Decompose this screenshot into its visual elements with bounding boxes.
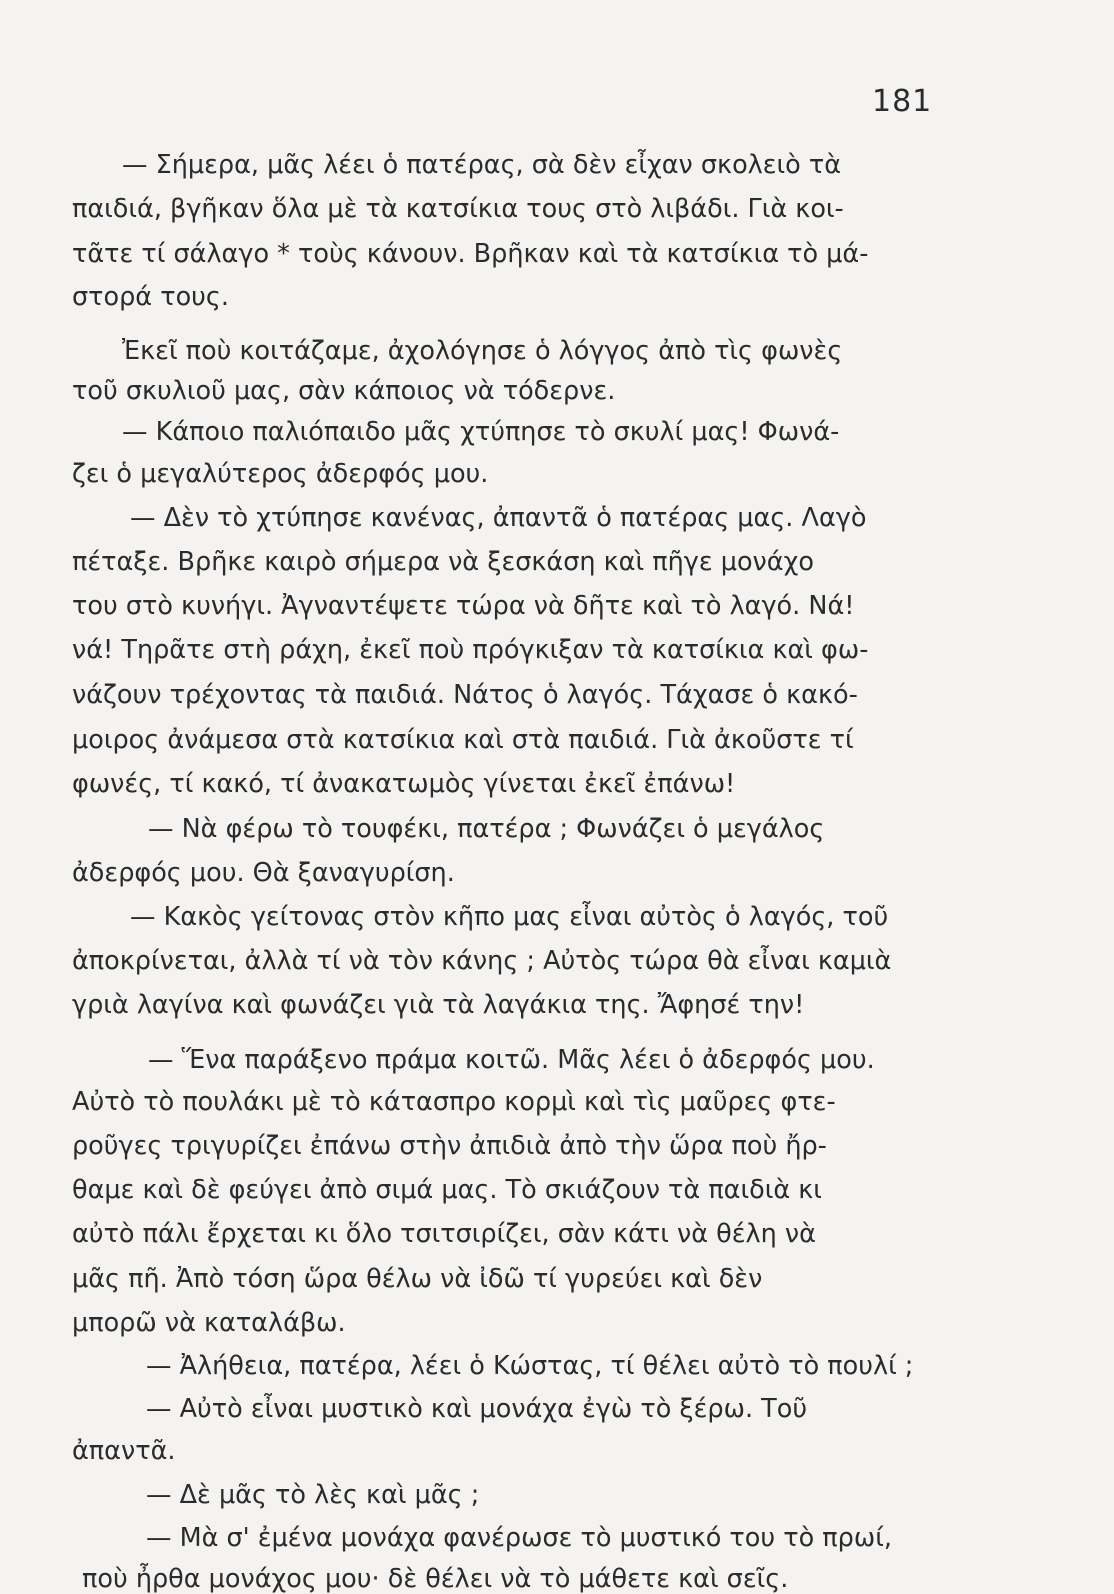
- text-line: ζει ὁ μεγαλύτερος ἀδερφός μου.: [72, 459, 489, 489]
- text-line: του στὸ κυνήγι. Ἀγναντέψετε τώρα νὰ δῆτε καὶ τὸ λαγό. Νά!: [72, 591, 855, 621]
- text-line: θαμε καὶ δὲ φεύγει ἀπὸ σιμά μας. Τὸ σκιάζουν τὰ παιδιὰ κι: [72, 1175, 822, 1205]
- text-line: τᾶτε τί σάλαγο * τοὺς κάνουν. Βρῆκαν καὶ τὰ κατσίκια τὸ μά-: [72, 239, 869, 269]
- text-line: — Ἀλήθεια, πατέρα, λέει ὁ Κώστας, τί θέλει αὐτὸ τὸ πουλί ;: [146, 1351, 914, 1381]
- text-line: — Ἕνα παράξενο πράμα κοιτῶ. Μᾶς λέει ὁ ἀδερφός μου.: [148, 1045, 875, 1075]
- text-line: μπορῶ νὰ καταλάβω.: [72, 1308, 346, 1338]
- text-line: Αὐτὸ τὸ πουλάκι μὲ τὸ κάτασπρο κορμὶ καὶ τὶς μαῦρες φτε-: [72, 1087, 836, 1117]
- text-line: ποὺ ἦρθα μονάχος μου· δὲ θέλει νὰ τὸ μάθετε καὶ σεῖς.: [82, 1564, 789, 1594]
- text-line: μοιρος ἀνάμεσα στὰ κατσίκια καὶ στὰ παιδιά. Γιὰ ἀκοῦστε τί: [72, 725, 854, 755]
- text-line: φωνές, τί κακό, τί ἀνακατωμὸς γίνεται ἐκεῖ ἐπάνω!: [72, 769, 736, 799]
- text-line: γριὰ λαγίνα καὶ φωνάζει γιὰ τὰ λαγάκια της. Ἄφησέ την!: [72, 990, 805, 1020]
- text-line: ἀπαντᾶ.: [72, 1436, 176, 1466]
- text-line: — Κακὸς γείτονας στὸν κῆπο μας εἶναι αὐτὸς ὁ λαγός, τοῦ: [130, 902, 889, 932]
- text-line: στορά τους.: [72, 282, 229, 312]
- text-line: Ἐκεῖ ποὺ κοιτάζαμε, ἀχολόγησε ὁ λόγγος ἀπὸ τὶς φωνὲς: [122, 336, 843, 366]
- text-line: αὐτὸ πάλι ἔρχεται κι ὅλο τσιτσιρίζει, σὰν κάτι νὰ θέλη νὰ: [72, 1219, 816, 1249]
- text-line: παιδιά, βγῆκαν ὅλα μὲ τὰ κατσίκια τους στὸ λιβάδι. Γιὰ κοι-: [72, 194, 844, 224]
- text-line: πέταξε. Βρῆκε καιρὸ σήμερα νὰ ξεσκάση καὶ πῆγε μονάχο: [72, 547, 814, 577]
- text-line: — Μὰ σ' ἐμένα μονάχα φανέρωσε τὸ μυστικό του τὸ πρωί,: [146, 1523, 892, 1553]
- text-line: — Δὲν τὸ χτύπησε κανένας, ἀπαντᾶ ὁ πατέρας μας. Λαγὸ: [130, 503, 867, 533]
- text-line: ἀποκρίνεται, ἀλλὰ τί νὰ τὸν κάνης ; Αὐτὸς τώρα θὰ εἶναι καμιὰ: [72, 946, 892, 976]
- text-line: νάζουν τρέχοντας τὰ παιδιά. Νάτος ὁ λαγός. Τάχασε ὁ κακό-: [72, 680, 858, 710]
- text-line: — Αὐτὸ εἶναι μυστικὸ καὶ μονάχα ἐγὼ τὸ ξέρω. Τοῦ: [146, 1394, 808, 1424]
- text-line: — Δὲ μᾶς τὸ λὲς καὶ μᾶς ;: [146, 1480, 480, 1510]
- text-line: τοῦ σκυλιοῦ μας, σὰν κάποιος νὰ τόδερνε.: [72, 376, 616, 406]
- text-line: — Κάποιο παλιόπαιδο μᾶς χτύπησε τὸ σκυλί μας! Φωνά-: [122, 417, 840, 447]
- text-line: νά! Τηρᾶτε στὴ ράχη, ἐκεῖ ποὺ πρόγκιξαν τὰ κατσίκια καὶ φω-: [72, 635, 869, 665]
- text-line: ἀδερφός μου. Θὰ ξαναγυρίση.: [72, 858, 455, 888]
- text-line: ροῦγες τριγυρίζει ἐπάνω στὴν ἀπιδιὰ ἀπὸ τὴν ὥρα ποὺ ἤρ-: [72, 1131, 827, 1161]
- text-line: — Νὰ φέρω τὸ τουφέκι, πατέρα ; Φωνάζει ὁ μεγάλος: [148, 814, 825, 844]
- text-line: — Σήμερα, μᾶς λέει ὁ πατέρας, σὰ δὲν εἶχαν σκολειὸ τὰ: [122, 150, 842, 180]
- page-number: 181: [872, 84, 933, 119]
- text-line: μᾶς πῆ. Ἀπὸ τόση ὥρα θέλω νὰ ἰδῶ τί γυρεύει καὶ δὲν: [72, 1264, 763, 1294]
